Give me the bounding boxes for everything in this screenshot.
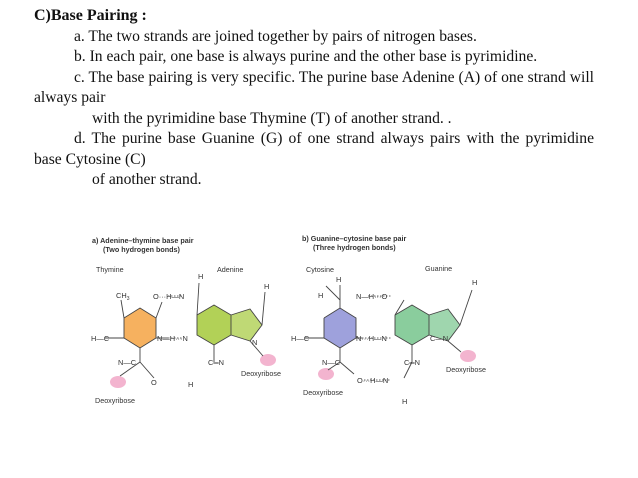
svg-text:H: H — [198, 272, 204, 281]
panel-guanine-cytosine — [291, 234, 486, 406]
svg-text:H: H — [318, 291, 324, 300]
panel-a-subcaption: (Two hydrogen bonds) — [103, 245, 180, 254]
svg-text:H: H — [402, 397, 408, 406]
panel-b-caption: b) Guanine–cytosine base pair — [302, 234, 407, 243]
methyl-label: $CH_3$ — [116, 291, 130, 302]
svg-text:N—H···O: N—H···O — [356, 292, 388, 301]
svg-text:N—H···N: N—H···N — [157, 334, 188, 343]
svg-text:N—C: N—C — [322, 358, 341, 367]
point-d: d. The purine base Guanine (G) of one strand always pairs with the pyrimidine base Cytosine (C) — [34, 130, 594, 168]
point-d-continued: of another strand. — [92, 171, 202, 188]
deoxyribose-label-a-right: Deoxyribose — [241, 369, 281, 378]
svg-text:N···H—N: N···H—N — [356, 334, 387, 343]
deoxyribose-label-b-left: Deoxyribose — [303, 388, 343, 397]
svg-text:C═N: C═N — [404, 358, 420, 367]
cytosine-ring — [324, 308, 356, 348]
point-b: b. In each pair, one base is always purine and the other base is pyrimidine. — [74, 48, 538, 65]
svg-text:H: H — [188, 380, 194, 389]
panel-b-subcaption: (Three hydrogen bonds) — [313, 243, 396, 252]
thymine-ring — [124, 308, 156, 348]
deoxyribose-guanine — [460, 350, 476, 362]
svg-text:C—N: C—N — [430, 334, 449, 343]
deoxyribose-thymine — [110, 376, 126, 388]
svg-text:C═N: C═N — [208, 358, 224, 367]
deoxyribose-cytosine — [318, 368, 334, 380]
svg-text:O···H—N: O···H—N — [153, 292, 185, 301]
section-heading: C)Base Pairing : — [34, 7, 147, 24]
svg-text:H: H — [264, 282, 270, 291]
adenine-label: Adenine — [217, 265, 244, 274]
deoxyribose-label-b-right: Deoxyribose — [446, 365, 486, 374]
svg-text:O···H—N: O···H—N — [357, 376, 389, 385]
deoxyribose-label-a-left: Deoxyribose — [95, 396, 135, 405]
thymine-label: Thymine — [96, 265, 124, 274]
panel-adenine-thymine — [91, 236, 281, 405]
svg-text:N—C: N—C — [118, 358, 137, 367]
svg-text:H—C: H—C — [91, 334, 110, 343]
svg-text:N: N — [252, 338, 258, 347]
svg-text:O: O — [151, 378, 157, 387]
svg-text:H—C: H—C — [291, 334, 310, 343]
svg-text:H: H — [472, 278, 478, 287]
cytosine-label: Cytosine — [306, 265, 334, 274]
adenine-six-ring — [197, 305, 231, 345]
point-c-continued: with the pyrimidine base Thymine (T) of another strand. . — [92, 109, 452, 127]
point-a: a. The two strands are joined together by pairs of nitrogen bases. — [74, 27, 477, 45]
point-c: c. The base pairing is very specific. The purine base Adenine (A) of one strand will always pair — [34, 68, 594, 106]
guanine-six-ring — [395, 305, 429, 345]
svg-text:H: H — [336, 275, 342, 284]
panel-a-caption: a) Adenine–thymine base pair — [92, 236, 194, 245]
guanine-label: Guanine — [425, 264, 453, 273]
